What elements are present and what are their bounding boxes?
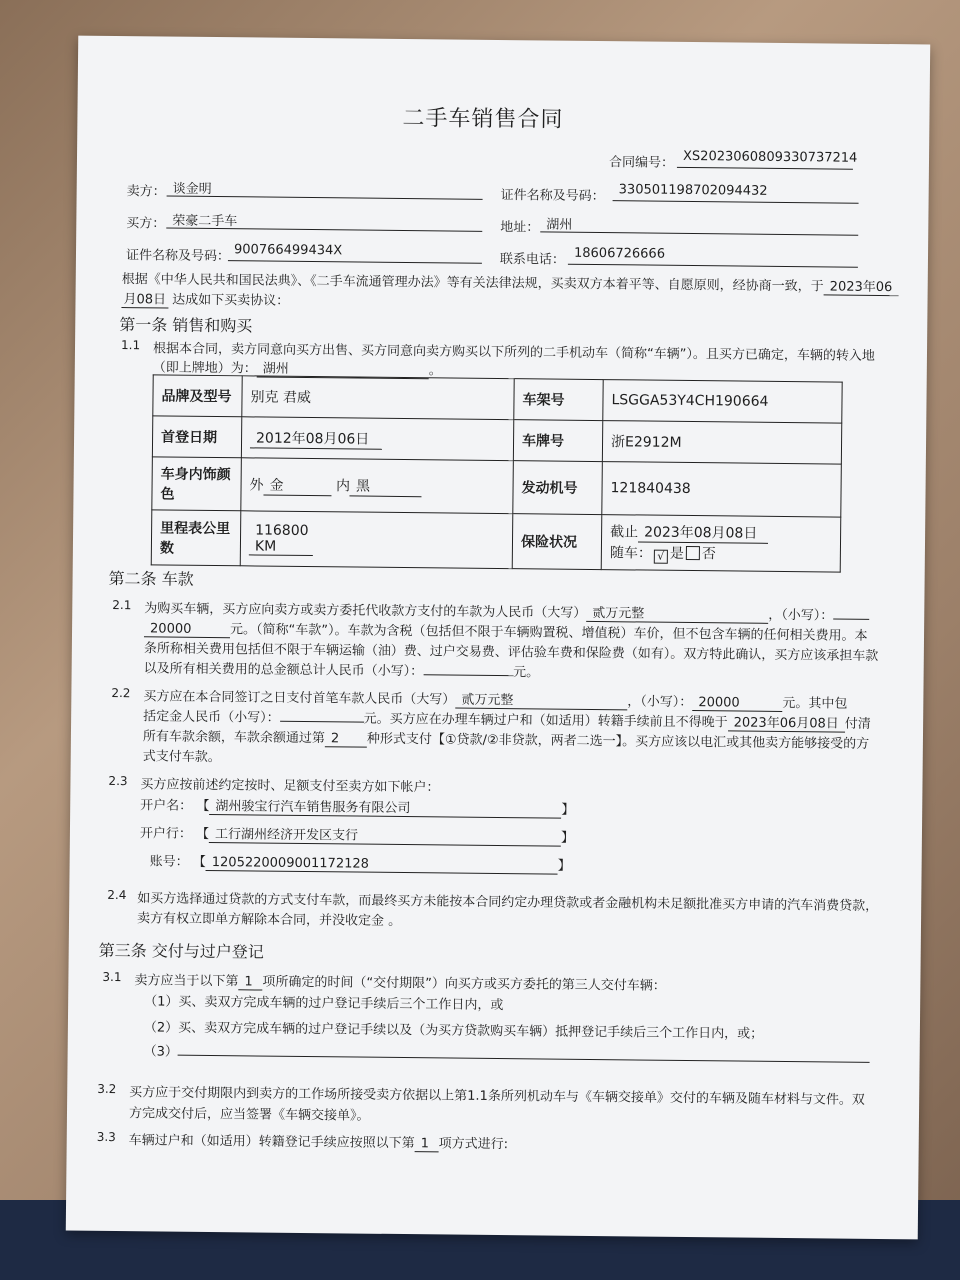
- first-payment-upper: 贰万元整: [455, 689, 627, 711]
- total-amount: [423, 674, 513, 676]
- with-car-label: 随车：: [609, 545, 652, 562]
- clause-2-1-line-4: [144, 657, 540, 680]
- clause-3-2-no: 3.2: [97, 1081, 117, 1097]
- insurance-cutoff-label: 截止: [610, 524, 639, 541]
- clause-3-1-option-1: （1）买、卖双方完成车辆的过户登记手续后三个工作日内，或: [144, 994, 504, 1014]
- contract-no: XS2023060809330737214: [677, 149, 853, 170]
- bracket-left: 【: [196, 798, 210, 814]
- clause-2-4-no: 2.4: [107, 887, 127, 903]
- account-no-label: 账号：: [149, 854, 189, 870]
- reg-date-label: 首登日期: [152, 416, 241, 458]
- contract-no-label: 合同编号：: [608, 155, 675, 171]
- phone: 18606726666: [568, 246, 858, 268]
- plate-label: 车牌号: [513, 420, 602, 462]
- clause-1-1-no: 1.1: [120, 338, 141, 353]
- clause-3-2-line-2: 方完成交付后，应当签署《车辆交接单》。: [128, 1106, 370, 1124]
- address: 湖州: [540, 213, 858, 235]
- seller-id: 330501198702094432: [613, 182, 859, 204]
- seller-name: 谈金明: [167, 178, 483, 200]
- price-upper: 贰万元整: [586, 602, 768, 624]
- ext-color: 金: [263, 474, 331, 496]
- account-bank: 工行湖州经济开发区支行: [209, 823, 561, 847]
- bracket-right: 】: [560, 830, 575, 846]
- color-label: 车身内饰颜色: [152, 457, 242, 511]
- buyer-id-label: 证件名称及号码：: [125, 248, 231, 265]
- registration-place: 湖州: [257, 357, 429, 379]
- mileage-cell: [240, 511, 513, 569]
- clause-3-1-option-3-label: （3）: [143, 1044, 178, 1060]
- clause-2-1-text-2: 元。（简称“车款”）。车款为含税（包括但不限于车辆购置税、增值税）车价，但不包含车辆的任何相关费用。本: [229, 622, 868, 644]
- clause-1-1-end: 。: [428, 363, 442, 379]
- clause-3-3-line-1: [129, 1129, 509, 1153]
- table-row: [153, 375, 842, 423]
- clause-2-1-text-1: 为购买车辆，买方应向卖方或卖方委托代收款方支付的车款为人民币（大写）: [144, 601, 587, 621]
- clause-3-1-text-a: 卖方应当于以下第: [134, 973, 239, 990]
- clause-3-1-no: 3.1: [102, 969, 122, 985]
- clause-2-1-no: 2.1: [112, 597, 132, 613]
- engine-value: 121840438: [602, 462, 842, 517]
- article-3-title: 第三条 交付与过户登记: [98, 940, 264, 962]
- no-checkbox[interactable]: [686, 546, 700, 560]
- price-lower: 20000: [144, 621, 230, 638]
- brand-label: 品牌及型号: [153, 375, 242, 417]
- contract-document: [66, 36, 930, 1240]
- engine-label: 发动机号: [513, 461, 603, 515]
- table-row: [152, 457, 842, 517]
- clause-2-3-no: 2.3: [108, 773, 128, 789]
- clause-3-2-line-1: 买方应于交付期限内到卖方的工作场所接受卖方依据以上第1.1条所列机动车与《车辆交接单》交付的车辆及随车材料与文件。双: [129, 1085, 865, 1108]
- clause-2-2-text-1-mid: ，（小写）：: [627, 694, 693, 711]
- vin-label: 车架号: [514, 379, 603, 421]
- page-title: 二手车销售合同: [402, 105, 564, 133]
- mileage-value: 116800 KM: [249, 522, 313, 556]
- table-row: [151, 510, 841, 572]
- clause-3-3-text-b: 项方式进行:: [438, 1136, 509, 1153]
- vehicle-table: [151, 374, 843, 572]
- clause-3-1-text-b: 项所确定的时间（“交付期限”）向买方或买方委托的第三人交付车辆：: [262, 974, 666, 994]
- option-3-blank: [178, 1055, 870, 1063]
- insurance-cutoff-row: [610, 521, 832, 544]
- with-car-row: [610, 542, 832, 565]
- account-bank-row: [140, 822, 574, 847]
- clause-1-1-text-2: （即上牌地）为：: [152, 360, 257, 377]
- clause-2-4-line-2: 卖方有权立即单方解除本合同，并没收定金 。: [136, 911, 402, 930]
- reg-date-cell: [241, 417, 513, 461]
- delivery-item: 1: [238, 974, 262, 990]
- clause-2-2-text-1: 买方应在本合同签订之日支付首笔车款人民币（大写）: [143, 689, 456, 708]
- clause-2-2-text-1-end: 元。其中包: [782, 695, 848, 712]
- bracket-right: 】: [557, 858, 571, 874]
- buyer-name: 荣豪二手车: [166, 210, 482, 232]
- insurance-cell: [601, 515, 841, 572]
- yes-label: 是: [669, 545, 684, 562]
- article-1-title: 第一条 销售和购买: [119, 315, 253, 336]
- clause-3-1-option-2: （2）买、卖双方完成车辆的过户登记手续以及（为买方贷款购买车辆）抵押登记手续后三个工作日内，或；: [143, 1020, 764, 1042]
- clause-3-3-text-a: 车辆过户和（如适用）转籍登记手续应按照以下第: [128, 1133, 415, 1152]
- intro-date-a: 2023年06: [824, 275, 899, 296]
- bracket-left: 【: [195, 826, 210, 842]
- clause-2-1-text-1-end: ，（小写）：: [768, 607, 834, 624]
- buyer-id: 900766499434X: [228, 242, 482, 264]
- payment-way: 2: [325, 731, 367, 747]
- color-cell: [241, 458, 514, 514]
- clause-2-2-text-2: 括定金人民币（小写）：: [143, 709, 280, 726]
- account-no: 1205220009001172128: [206, 855, 558, 875]
- clause-2-1-line-3: 条所称相关费用包括但不限于车辆运输（油）费、过户交易费、评估验车费和保险费（如有）。双方特此确认，买方应该承担车款: [143, 641, 879, 664]
- intro-line-2: [121, 288, 289, 310]
- table-row: [152, 416, 841, 464]
- address-label: 地址：: [500, 220, 540, 236]
- deposit-amount: [280, 721, 364, 723]
- article-2-title: 第二条 车款: [108, 568, 194, 589]
- price-lower-blank: [833, 619, 869, 620]
- intro-date-b: 月08日: [121, 288, 168, 308]
- seller-label: 卖方：: [126, 184, 166, 200]
- no-label: 否: [701, 546, 716, 563]
- clause-2-3-line-1: 买方应按前述约定按时、足额支付至卖方如下帐户：: [140, 777, 440, 796]
- clause-2-1-text-4-end: 元。: [513, 665, 540, 681]
- clause-1-1-line-1: 根据本合同，卖方同意向买方出售、买方同意向卖方购买以下所列的二手机动车（简称“车辆”）。且买方已确定，车辆的转入地: [152, 341, 876, 364]
- yes-checkbox[interactable]: √: [654, 550, 668, 564]
- clause-2-4-line-1: 如买方选择通过贷款的方式支付车款，而最终买方未能按本合同约定办理贷款或者金融机构未足额批准买方申请的汽车消费贷款，: [137, 891, 879, 914]
- clause-3-3-no: 3.3: [96, 1129, 116, 1145]
- clause-2-2-text-3: 所有车款余额，车款余额通过第: [142, 729, 326, 747]
- clause-2-2-no: 2.2: [111, 685, 131, 701]
- mileage-label: 里程表公里数: [151, 510, 241, 566]
- intro-text-1: 根据《中华人民共和国民法典》、《二手车流通管理办法》等有关法律法规，买卖双方本着平等、自愿原则，经协商一致，于: [121, 272, 824, 295]
- insurance-label: 保险状况: [512, 514, 602, 570]
- first-payment-lower: 20000: [692, 695, 782, 712]
- bracket-left: 【: [192, 854, 206, 870]
- seller-id-label: 证件名称及号码：: [500, 188, 605, 205]
- buyer-label: 买方：: [126, 216, 166, 232]
- transfer-item: 1: [415, 1136, 439, 1152]
- clause-2-2-text-2-end: 付清: [844, 716, 871, 732]
- insurance-cutoff-date: 2023年08月08日: [638, 521, 768, 543]
- clause-2-2-text-2-b: 元。买方应在办理车辆过户和（如适用）转籍手续前且不得晚于: [363, 711, 728, 731]
- account-name-row: [140, 794, 574, 819]
- phone-label: 联系电话：: [499, 252, 566, 268]
- int-color: 黑: [350, 475, 422, 497]
- int-prefix: 内: [335, 477, 351, 494]
- clause-2-1-text-4: 以及所有相关费用的总金额总计人民币（小写）：: [143, 661, 424, 680]
- brand-value: 别克 君威: [242, 376, 514, 420]
- account-bank-label: 开户行：: [139, 826, 193, 842]
- vin-value: LSGGA53Y4CH190664: [603, 380, 842, 424]
- account-name-label: 开户名：: [140, 798, 193, 814]
- final-payment-date: 2023年06月08日: [728, 711, 845, 732]
- intro-text-2: 达成如下买卖协议：: [172, 292, 290, 309]
- account-name: 湖州骏宝行汽车销售服务有限公司: [209, 795, 561, 819]
- bracket-right: 】: [561, 802, 575, 818]
- plate-value: 浙E2912M: [602, 421, 841, 465]
- ext-prefix: 外: [249, 476, 264, 494]
- account-no-row: [150, 850, 571, 874]
- reg-date-value: 2012年08月06日: [250, 427, 382, 449]
- clause-3-1-option-3: [144, 1040, 870, 1067]
- clause-2-2-text-3-end: 种形式支付【①贷款/②非贷款，两者二选一】。买方应该以电汇或其他卖方能够接受的方: [366, 731, 870, 752]
- clause-2-2-line-4: 式支付车款。: [142, 749, 221, 766]
